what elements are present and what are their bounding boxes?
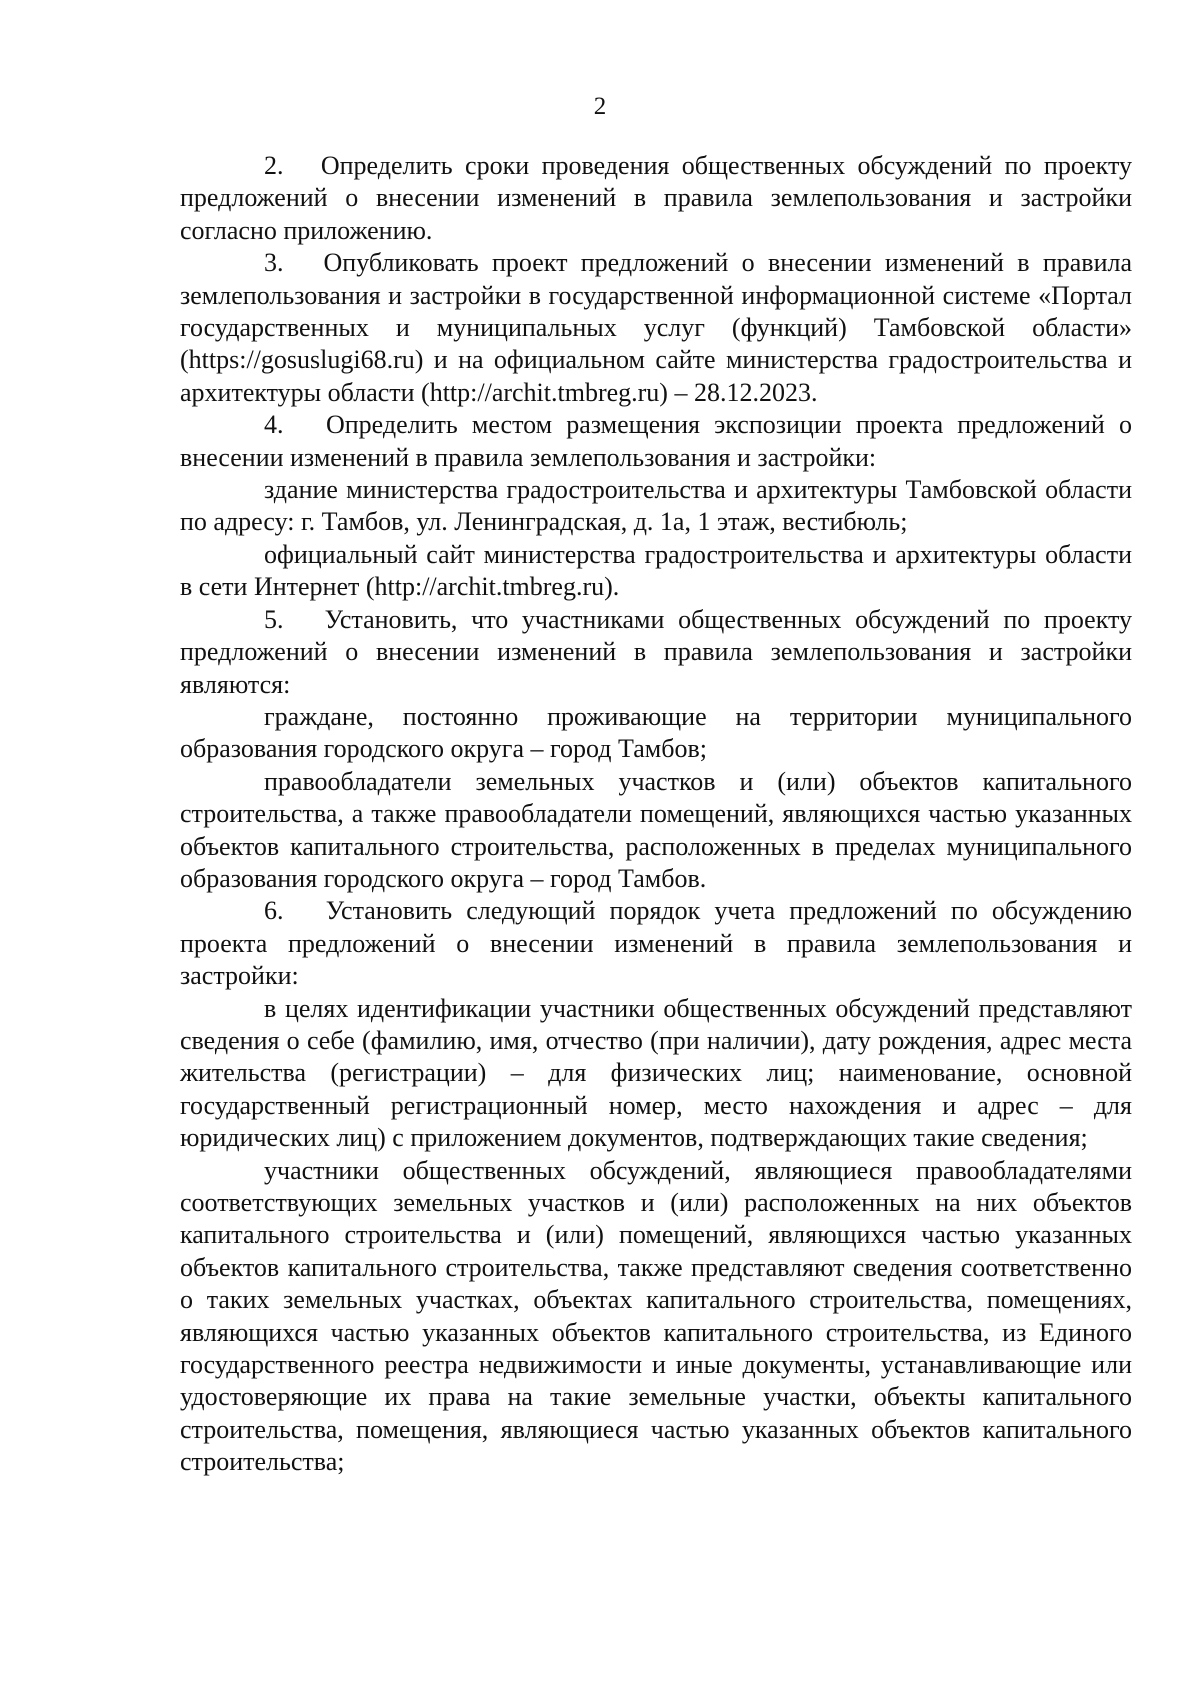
document-body bbox=[180, 150, 1132, 1479]
paragraph-item-2: 2. Определить сроки проведения общественных обсуждений по проекту предложений о внесении изменений в правила землепользования и застройки согласно приложению. bbox=[180, 151, 1132, 245]
paragraph-identification: в целях идентификации участники общественных обсуждений представляют сведения о себе (фамилию, имя, отчество (при наличии), дату рождения, адрес места жительства (регистрации) – для физических лиц; наименование, основной государственный регистрационный номер, место нахождения и адрес – для юридических лиц) с приложением документов, подтверждающих такие сведения; bbox=[180, 993, 1132, 1153]
paragraph-rightholder-documents: участники общественных обсуждений, являющиеся правообладателями соответствующих земельных участков и (или) расположенных на них объектов капитального строительства и (или) помещений, являющихся частью указанных объектов капитального строительства, также представляют сведения соответственно о таких земельных участках, объектах капитального строительства, помещениях, являющихся частью указанных объектов капитального строительства, из Единого государственного реестра недвижимости и иные документы, устанавливающие или удостоверяющие их права на такие земельные участки, объекты капитального строительства, помещения, являющиеся частью указанных объектов капитального строительства; bbox=[180, 1155, 1132, 1477]
paragraph-exposition-building: здание министерства градостроительства и архитектуры Тамбовской области по адресу: г. Тамбов, ул. Ленинградская, д. 1а, 1 этаж, вестибюль; bbox=[180, 475, 1132, 537]
paragraph-exposition-website: официальный сайт министерства градостроительства и архитектуры области в сети Интернет (http://archit.tmbreg.ru). bbox=[180, 539, 1132, 602]
paragraph-item-3: 3. Опубликовать проект предложений о внесении изменений в правила землепользования и застройки в государственной информационной системе «Портал государственных и муниципальных услуг (функций) Тамбовской области» (https://gosuslugi68.ru) и на официальном сайте министерства градостроительства и архитектуры области (http://archit.tmbreg.ru) – 28.12.2023. bbox=[180, 248, 1132, 407]
paragraph-participants-citizens: граждане, постоянно проживающие на территории муниципального образования городского округа – город Тамбов; bbox=[180, 701, 1132, 764]
page-number: 2 bbox=[593, 93, 607, 120]
paragraph-item-6: 6. Установить следующий порядок учета предложений по обсуждению проекта предложений о внесении изменений в правила землепользования и застройки: bbox=[180, 896, 1132, 991]
paragraph-participants-rightholders: правообладатели земельных участков и (или) объектов капитального строительства, а также правообладатели помещений, являющихся частью указанных объектов капитального строительства, расположенных в пределах муниципального образования городского округа – город Тамбов. bbox=[180, 766, 1132, 893]
paragraph-item-5: 5. Установить, что участниками общественных обсуждений по проекту предложений о внесении изменений в правила землепользования и застройки являются: bbox=[180, 604, 1132, 699]
paragraph-item-4: 4. Определить местом размещения экспозиции проекта предложений о внесении изменений в правила землепользования и застройки: bbox=[180, 410, 1132, 472]
